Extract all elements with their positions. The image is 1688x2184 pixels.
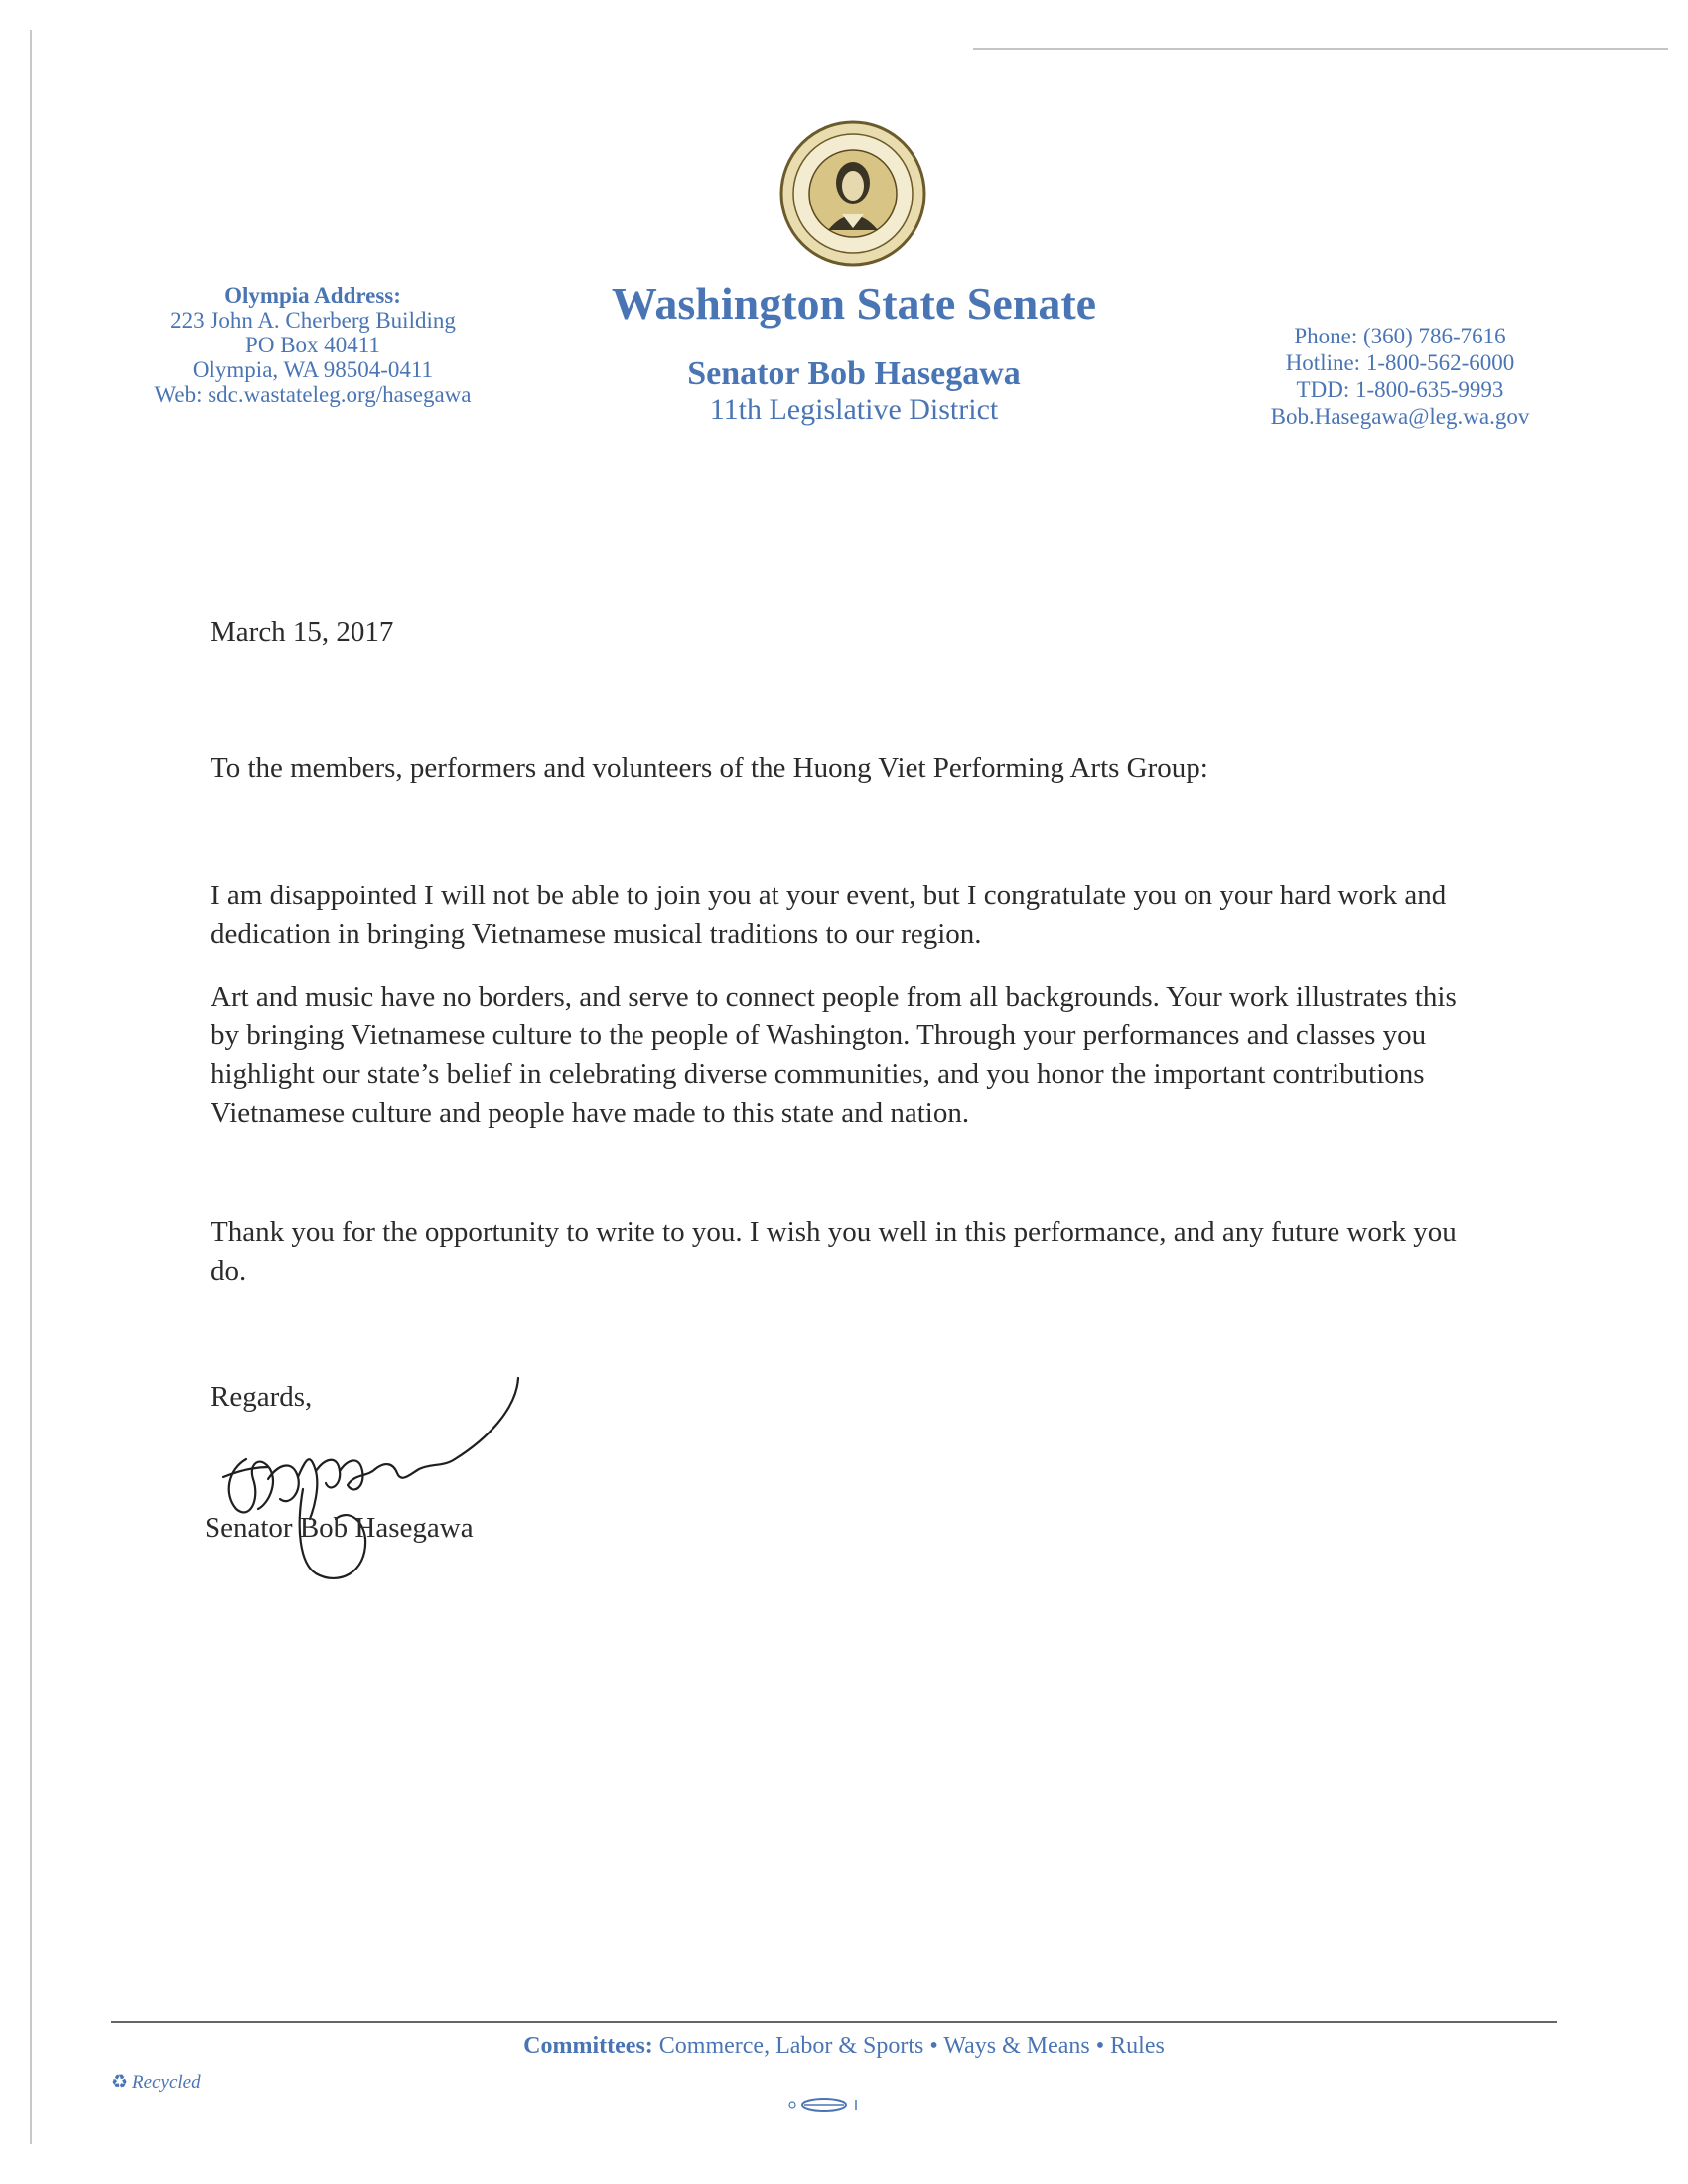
website-link[interactable]: Web: sdc.wastateleg.org/hasegawa — [154, 382, 472, 407]
phone-number: Phone: (360) 786-7616 — [1294, 324, 1506, 348]
senator-name: Senator Bob Hasegawa — [687, 355, 1021, 392]
address-city: Olympia, WA 98504-0411 — [192, 357, 434, 382]
recycled-label: Recycled — [132, 2072, 201, 2093]
letter-paragraph-3: Thank you for the opportunity to write to you. I wish you well in this performance, and any future work you do. — [211, 1216, 1457, 1287]
email-link[interactable]: Bob.Hasegawa@leg.wa.gov — [1270, 404, 1530, 429]
recycle-icon: ♻ — [111, 2072, 129, 2093]
committees-label: Committees: — [523, 2033, 653, 2059]
senate-title: Washington State Senate — [611, 278, 1097, 329]
letter-salutation: To the members, performers and volunteers of the Huong Viet Performing Arts Group: — [211, 752, 1208, 784]
state-seal-icon — [778, 119, 927, 268]
tdd-number: TDD: 1-800-635-9993 — [1296, 377, 1504, 402]
committees-line — [199, 2033, 1489, 2060]
letter-date: March 15, 2017 — [211, 616, 394, 648]
footer-divider — [111, 2021, 1557, 2023]
letter-closing: Regards, — [211, 1381, 313, 1413]
handwritten-signature — [199, 1360, 536, 1588]
letterhead-title-block — [536, 276, 1172, 427]
address-heading: Olympia Address: — [224, 283, 401, 308]
signer-name: Senator Bob Hasegawa — [205, 1512, 474, 1544]
hotline-number: Hotline: 1-800-562-6000 — [1285, 350, 1515, 375]
letter-paragraph-2: Art and music have no borders, and serve to connect people from all backgrounds. Your work illustrates this by bringing Vietnamese culture to the people of Washington. Through your performances and classes you highlight our state’s belief in celebrating diverse communities, and you honor the important contributions Vietnamese culture and people have made to this state and nation. — [211, 981, 1457, 1129]
olympia-address-block — [99, 283, 526, 407]
recycled-mark — [111, 2071, 201, 2094]
district-label: 11th Legislative District — [709, 393, 999, 426]
union-bug-icon — [784, 2095, 864, 2115]
contact-block — [1201, 323, 1599, 430]
scan-edge-line — [973, 48, 1668, 50]
scan-edge-line — [30, 30, 32, 2144]
committees-list: Commerce, Labor & Sports • Ways & Means • Rules — [658, 2033, 1165, 2059]
letter-paragraph-1: I am disappointed I will not be able to join you at your event, but I congratulate you on your hard work and dedication in bringing Vietnamese musical traditions to our region. — [211, 880, 1447, 950]
address-po-box: PO Box 40411 — [245, 333, 380, 357]
address-building: 223 John A. Cherberg Building — [170, 308, 456, 333]
